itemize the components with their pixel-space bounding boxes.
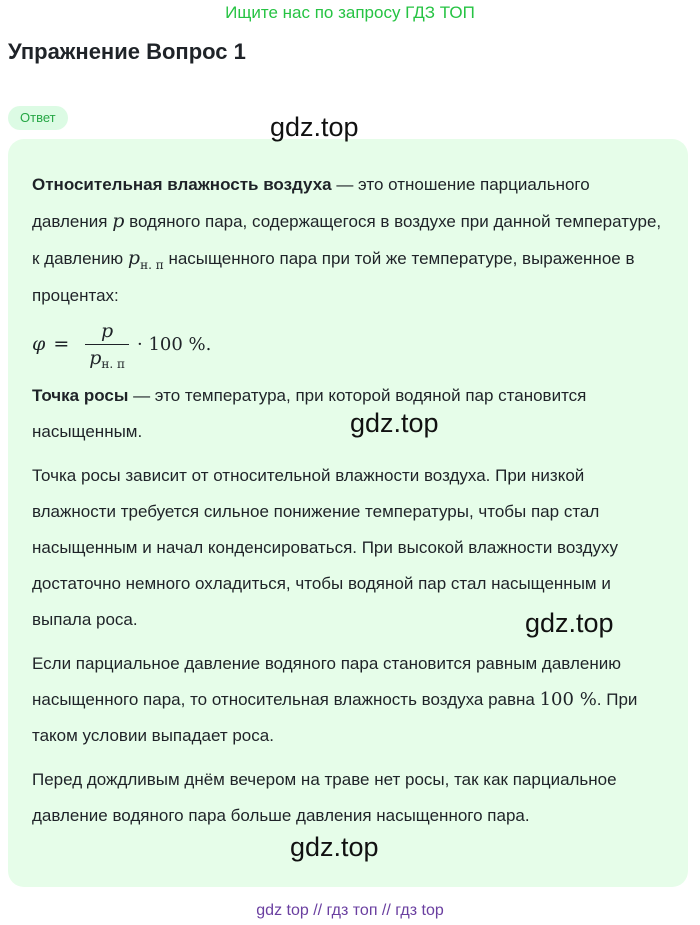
formula-numerator: p	[101, 319, 114, 342]
answer-badge[interactable]: Ответ	[8, 106, 68, 130]
page-title: Упражнение Вопрос 1	[8, 39, 246, 64]
text-segment: . При таком условии выпадает роса.	[32, 690, 638, 745]
formula-phi: φ	[32, 333, 46, 355]
math-subscript: н. п	[140, 258, 164, 272]
formula-den-sub: н. п	[101, 356, 126, 371]
paragraph-dew-point-dependency: Точка росы зависит от относительной влажности воздуха. При низкой влажности требуется сильное понижение температуры, чтобы пар стал насыщенным и начал конденсироваться. При высокой влажности воздуху достаточно немного охладиться, чтобы водяной пар стал насыщенным и выпала роса.	[32, 466, 618, 629]
watermark-text: gdz.top	[270, 112, 359, 142]
text-segment: — это отношение парциального давления	[32, 175, 590, 231]
text-segment: Если парциальное давление водяного пара становится равным давлению насыщенного пара, то относительная влажность воздуха равна	[32, 654, 621, 709]
math-100-percent: 100 %	[539, 689, 597, 710]
paragraph-relative-humidity	[32, 167, 664, 314]
term-relative-humidity: Относительная влажность воздуха	[32, 175, 332, 194]
humidity-formula	[32, 316, 664, 372]
text-segment: водяного пара, содержащегося в воздухе при данной температуре, к давлению	[32, 212, 662, 268]
answer-card	[8, 139, 688, 887]
formula-equals: =	[53, 333, 70, 355]
math-var-p: p	[112, 210, 125, 232]
paragraph-rainy-evening: Перед дождливым днём вечером на траве нет росы, так как парциальное давление водяного пара больше давления насыщенного пара.	[32, 770, 617, 825]
paragraph-saturation	[32, 646, 664, 754]
formula-fraction	[85, 320, 129, 369]
watermark-text: gdz.top	[350, 408, 439, 438]
formula-den-var: p	[89, 346, 102, 369]
watermark-text: gdz.top	[525, 608, 614, 638]
watermark-text: gdz.top	[290, 832, 379, 862]
formula-rhs: · 100 %.	[137, 333, 212, 355]
term-dew-point: Точка росы	[32, 386, 129, 405]
formula-denominator	[85, 344, 129, 369]
text-segment: — это температура, при которой водяной пар становится насыщенным.	[32, 386, 587, 441]
paragraph-dew-point	[32, 378, 664, 450]
search-hint-link[interactable]: Ищите нас по запросу ГДЗ ТОП	[225, 3, 475, 22]
footer-links[interactable]: gdz top // гдз топ // гдз top	[256, 902, 444, 919]
math-var-pn: p	[127, 247, 141, 269]
text-segment: насыщенного пара при той же температуре, выраженное в процентах:	[32, 249, 635, 305]
